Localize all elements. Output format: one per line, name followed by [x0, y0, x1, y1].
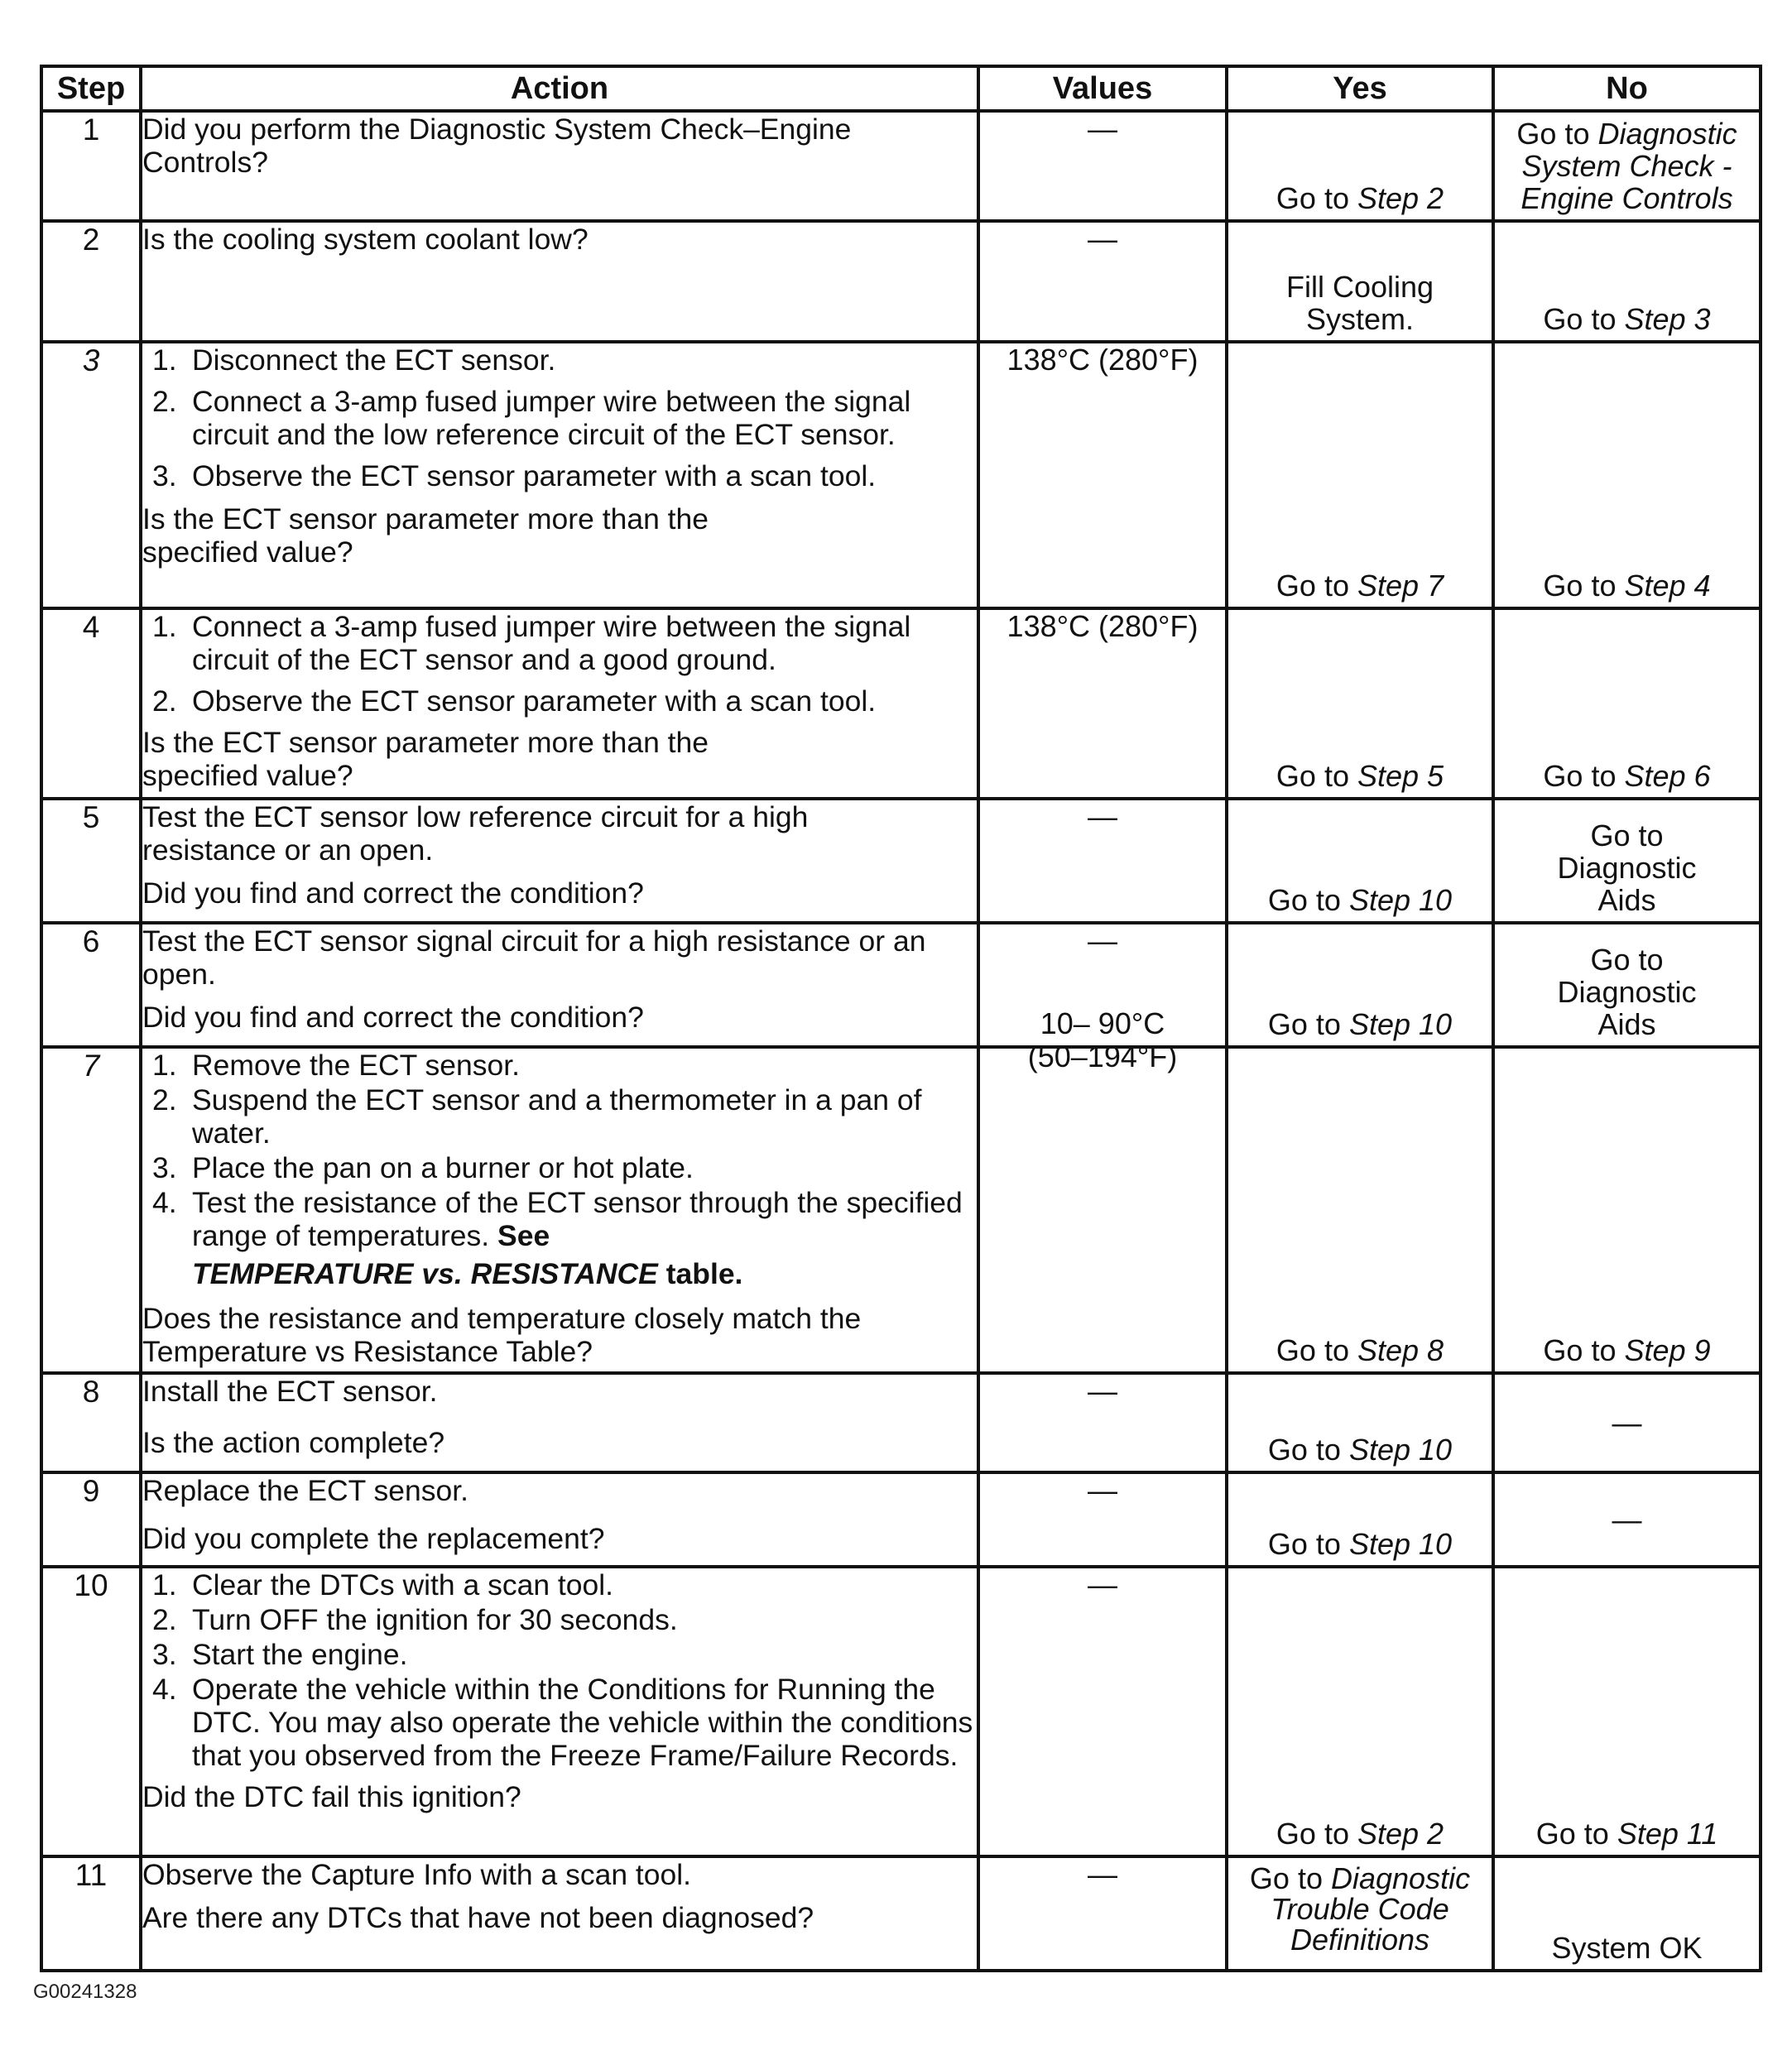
yes-cell: Go to Step 2 — [1227, 1567, 1493, 1856]
no-cell — [1493, 111, 1761, 221]
list-item: 2. Turn OFF the ignition for 30 seconds. — [152, 1603, 678, 1636]
action-question: Did you find and correct the condition? — [142, 1001, 644, 1034]
table-row — [41, 342, 1761, 608]
value-cell: 138°C (280°F) — [978, 608, 1227, 799]
no-prefix: Go to — [1516, 117, 1598, 151]
action-cell — [141, 608, 978, 799]
list-item: 3. Start the engine. — [152, 1638, 408, 1671]
list-item: 4. Test the resistance of the ECT sensor through the specified range of temperatures. See TEMPERATURE vs. RESISTANCE table. — [152, 1186, 963, 1290]
list-item: 1. Clear the DTCs with a scan tool. — [152, 1568, 614, 1601]
step-number: 1 — [41, 111, 141, 221]
action-cell — [141, 1472, 978, 1567]
table-row — [41, 1047, 1761, 1373]
value-cell: — — [978, 1472, 1227, 1567]
action-steps — [142, 610, 977, 718]
action-question: Is the action complete? — [142, 1426, 445, 1459]
step-number: 8 — [41, 1373, 141, 1472]
value-cell: — — [978, 111, 1227, 221]
no-text: — — [1612, 1502, 1642, 1537]
action-cell — [141, 1856, 978, 1971]
step-number: 5 — [41, 799, 141, 923]
no-cell — [1493, 1856, 1761, 1971]
action-question: Did the DTC fail this ignition? — [142, 1780, 521, 1813]
action-cell — [141, 1567, 978, 1856]
no-link[interactable]: Diagnostic System Check - Engine Controls — [1521, 117, 1737, 215]
no-cell: Go to Step 9 — [1493, 1047, 1761, 1373]
action-text: Install the ECT sensor. — [142, 1375, 438, 1408]
table-row — [41, 1373, 1761, 1472]
value-cell: 138°C (280°F) — [978, 342, 1227, 608]
action-cell — [141, 799, 978, 923]
action-text: Observe the Capture Info with a scan tool. — [142, 1858, 692, 1891]
list-item: 1. Disconnect the ECT sensor. — [152, 343, 556, 377]
yes-link[interactable]: Step 10 — [1348, 1007, 1453, 1041]
yes-link[interactable]: Step 10 — [1348, 883, 1453, 917]
no-cell — [1493, 923, 1761, 1047]
header-values: Values — [978, 66, 1227, 111]
action-steps — [142, 343, 977, 492]
yes-link[interactable]: Step 2 — [1357, 1817, 1444, 1851]
value-cell — [978, 1006, 1227, 1373]
no-cell — [1493, 1373, 1761, 1472]
no-prefix: Go to — [1543, 302, 1625, 336]
yes-cell: Go to Step 5 — [1227, 608, 1493, 799]
yes-cell: Go to Step 7 — [1227, 342, 1493, 608]
table-row — [41, 111, 1761, 221]
list-item: 2. Observe the ECT sensor parameter with a scan tool. — [152, 684, 877, 718]
see-label: See — [497, 1219, 550, 1252]
action-cell — [141, 221, 978, 342]
table-row — [41, 1567, 1761, 1856]
value-cell: — — [978, 923, 1227, 1047]
value-line: (50–194°F) — [1027, 1040, 1178, 1073]
figure-id: G00241328 — [33, 1981, 137, 2003]
action-cell — [141, 342, 978, 608]
yes-cell: Go to Step 10 — [1227, 1373, 1493, 1472]
step-number: 10 — [41, 1567, 141, 1856]
no-link[interactable]: Step 6 — [1624, 759, 1711, 793]
yes-link[interactable]: Step 10 — [1348, 1527, 1453, 1561]
no-link[interactable]: Step 4 — [1624, 569, 1711, 603]
no-cell: Go to Step 6 — [1493, 608, 1761, 799]
no-link[interactable]: Go to Diagnostic Aids — [1557, 943, 1697, 1041]
yes-link[interactable]: Step 5 — [1357, 759, 1444, 793]
yes-cell: Go to Step 10 — [1227, 1472, 1493, 1567]
step-number: 11 — [41, 1856, 141, 1971]
no-cell — [1493, 799, 1761, 923]
action-cell — [141, 1047, 978, 1373]
yes-text: Fill Cooling System. — [1285, 270, 1434, 336]
action-text: Test the ECT sensor signal circuit for a high resistance or an open. — [142, 924, 926, 991]
value-cell: — — [978, 1567, 1227, 1856]
action-text: Did you perform the Diagnostic System Check–Engine Controls? — [142, 113, 852, 179]
no-cell — [1493, 221, 1761, 342]
action-cell — [141, 923, 978, 1047]
value-cell: — — [978, 799, 1227, 923]
action-question: Did you find and correct the condition? — [142, 876, 644, 910]
action-question: Is the ECT sensor parameter more than the specified value? — [142, 502, 709, 569]
no-cell — [1493, 1472, 1761, 1567]
step-number: 9 — [41, 1472, 141, 1567]
table-row — [41, 221, 1761, 342]
value-cell: — — [978, 221, 1227, 342]
step-number: 3 — [41, 342, 141, 608]
yes-prefix: Go to — [1276, 181, 1357, 215]
value-cell: — — [978, 1373, 1227, 1472]
action-question: Are there any DTCs that have not been diagnosed? — [142, 1901, 814, 1934]
table-row — [41, 608, 1761, 799]
list-item: 3. Place the pan on a burner or hot plate. — [152, 1151, 694, 1184]
list-item: 2. Suspend the ECT sensor and a thermometer in a pan of water. — [152, 1083, 922, 1150]
yes-link[interactable]: Step 2 — [1357, 181, 1444, 215]
yes-link[interactable]: Step 10 — [1348, 1433, 1453, 1467]
no-link[interactable]: Step 9 — [1624, 1333, 1711, 1367]
value-cell: — — [978, 1856, 1227, 1971]
header-row — [41, 66, 1761, 111]
step-number: 6 — [41, 923, 141, 1047]
diagnostic-table — [40, 65, 1762, 1972]
action-text: Replace the ECT sensor. — [142, 1474, 469, 1507]
no-cell: Go to Step 11 — [1493, 1567, 1761, 1856]
yes-cell — [1227, 221, 1493, 342]
yes-cell: Go to Diagnostic Trouble Code Definitions — [1227, 1856, 1493, 1971]
no-link[interactable]: Step 3 — [1624, 302, 1711, 336]
step-number: 7 — [41, 1047, 141, 1373]
list-item: 3. Observe the ECT sensor parameter with a scan tool. — [152, 459, 877, 492]
yes-cell: Go to Step 10 — [1227, 799, 1493, 923]
step-number: 4 — [41, 608, 141, 799]
yes-cell: Go to Step 10 — [1227, 923, 1493, 1047]
table-row — [41, 923, 1761, 1047]
yes-link[interactable]: Step 8 — [1357, 1333, 1444, 1367]
table-row — [41, 1856, 1761, 1971]
action-text: Test the ECT sensor low reference circuit for a high resistance or an open. — [142, 800, 809, 867]
resistance-table-link[interactable]: TEMPERATURE vs. RESISTANCE — [192, 1257, 658, 1290]
yes-cell — [1227, 111, 1493, 221]
action-question: Is the ECT sensor parameter more than the specified value? — [142, 726, 709, 792]
action-question: Does the resistance and temperature closely match the Temperature vs Resistance Table? — [142, 1302, 862, 1368]
action-text: Is the cooling system coolant low? — [142, 223, 589, 256]
table-row — [41, 1472, 1761, 1567]
yes-cell: Go to Step 8 — [1227, 1047, 1493, 1373]
header-no: No — [1493, 66, 1761, 111]
list-item: 4. Operate the vehicle within the Conditions for Running the DTC. You may also operate the vehicle within the conditions that you observed from the Freeze Frame/Failure Records. — [152, 1673, 973, 1772]
action-cell — [141, 111, 978, 221]
list-item: 1. Connect a 3-amp fused jumper wire between the signal circuit of the ECT sensor and a good ground. — [152, 610, 911, 676]
action-steps — [142, 1568, 977, 1772]
yes-link[interactable]: Diagnostic Trouble Code Definitions — [1271, 1861, 1471, 1957]
header-action: Action — [141, 66, 978, 111]
list-item: 2. Connect a 3-amp fused jumper wire between the signal circuit and the low reference circuit of the ECT sensor. — [152, 385, 911, 451]
action-question: Did you complete the replacement? — [142, 1522, 605, 1555]
table-row — [41, 799, 1761, 923]
action-steps — [142, 1049, 977, 1290]
no-text: System OK — [1551, 1931, 1703, 1965]
action-cell — [141, 1373, 978, 1472]
header-yes: Yes — [1227, 66, 1493, 111]
yes-link[interactable]: Step 7 — [1357, 569, 1444, 603]
no-link[interactable]: Step 11 — [1617, 1817, 1718, 1851]
step-number: 2 — [41, 221, 141, 342]
value-line: 10– 90°C — [1040, 1006, 1165, 1040]
no-link[interactable]: Go to Diagnostic Aids — [1557, 819, 1697, 917]
list-item: 1. Remove the ECT sensor. — [152, 1049, 520, 1082]
no-text: — — [1612, 1405, 1642, 1440]
no-cell: Go to Step 4 — [1493, 342, 1761, 608]
header-step: Step — [41, 66, 141, 111]
